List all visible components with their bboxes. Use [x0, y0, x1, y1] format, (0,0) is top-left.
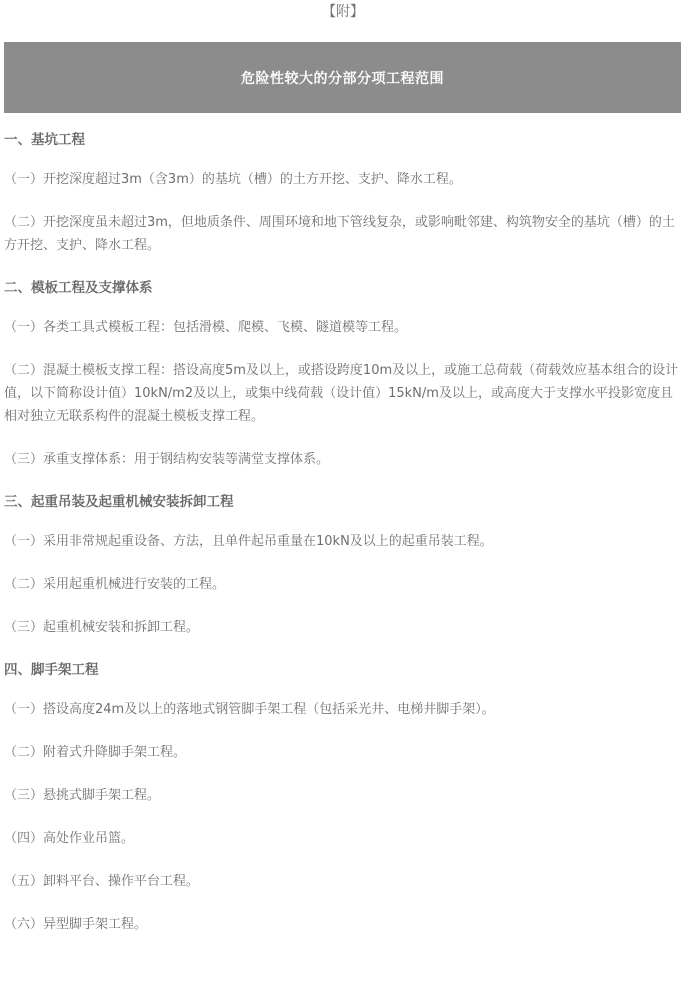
list-item: （一）采用非常规起重设备、方法，且单件起吊重量在10kN及以上的起重吊装工程。	[4, 534, 493, 549]
document-body	[4, 124, 682, 956]
appendix-label: 【附】	[322, 4, 364, 20]
list-item: （三）悬挑式脚手架工程。	[4, 788, 161, 803]
section-heading-lifting: 三、起重吊装及起重机械安装拆卸工程	[4, 494, 234, 510]
list-item: （一）开挖深度超过3m（含3m）的基坑（槽）的土方开挖、支护、降水工程。	[4, 172, 462, 187]
list-item: （一）搭设高度24m及以上的落地式钢管脚手架工程（包括采光井、电梯井脚手架）。	[4, 702, 495, 717]
list-item: （二）附着式升降脚手架工程。	[4, 745, 187, 760]
list-item: （三）承重支撑体系：用于钢结构安装等满堂支撑体系。	[4, 452, 330, 467]
document-title: 危险性较大的分部分项工程范围	[241, 70, 444, 87]
list-item: （四）高处作业吊篮。	[4, 831, 135, 846]
list-item: （三）起重机械安装和拆卸工程。	[4, 620, 200, 635]
list-item: （五）卸料平台、操作平台工程。	[4, 874, 200, 889]
section-heading-formwork: 二、模板工程及支撑体系	[4, 280, 153, 296]
list-item: （二）采用起重机械进行安装的工程。	[4, 577, 226, 592]
title-banner	[4, 42, 681, 113]
list-item: （二）开挖深度虽未超过3m，但地质条件、周围环境和地下管线复杂，或影响毗邻建、构筑物安全的基坑（槽）的土方开挖、支护、降水工程。	[4, 215, 675, 253]
list-item: （一）各类工具式模板工程：包括滑模、爬模、飞模、隧道模等工程。	[4, 320, 408, 335]
list-item: （二）混凝土模板支撑工程：搭设高度5m及以上，或搭设跨度10m及以上，或施工总荷载（荷载效应基本组合的设计值，以下简称设计值）10kN/m2及以上，或集中线荷载（设计值）15kN/m及以上，或高度大于支撑水平投影宽度且相对独立无联系构件的混凝土模板支撑工程。	[4, 363, 679, 424]
list-item: （六）异型脚手架工程。	[4, 917, 148, 932]
section-heading-scaffolding: 四、脚手架工程	[4, 662, 99, 678]
section-heading-foundation-pit: 一、基坑工程	[4, 132, 85, 148]
